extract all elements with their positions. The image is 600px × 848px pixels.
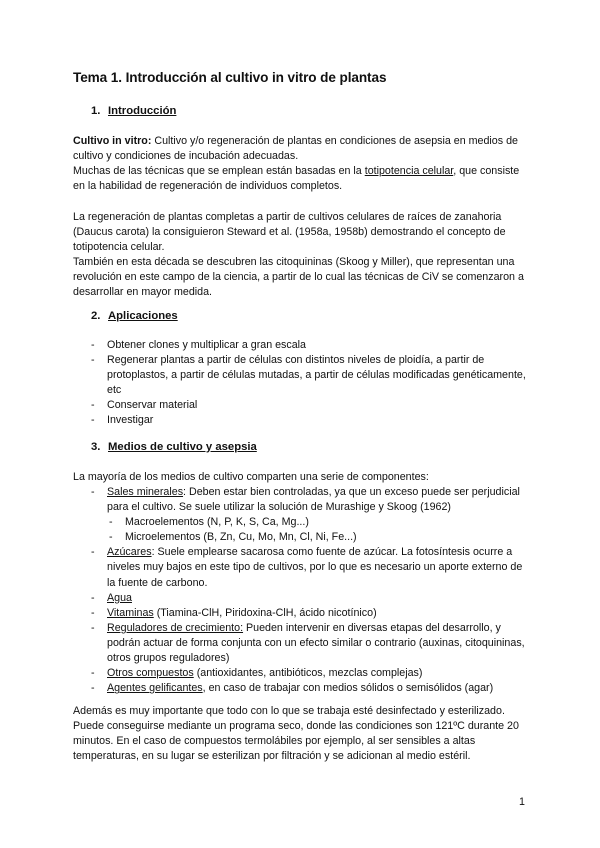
paragraph-text: La mayoría de los medios de cultivo comparten una serie de componentes: — [73, 471, 429, 483]
list-item — [91, 666, 531, 681]
page-number: 1 — [519, 796, 525, 808]
item-text: , en caso de trabajar con medios sólidos o semisólidos (agar) — [202, 682, 494, 695]
item-text: : Suele emplearse sacarosa como fuente de azúcar. La fotosíntesis ocurre a niveles muy bajos en este tipo de cultivos, por lo que es necesario un aporte externo de la fuente de carbono. — [107, 546, 523, 589]
item-text: Pueden intervenir en diversas etapas del desarrollo, y podrán actuar de forma conjunta con un efecto similar o contrario (auxinas, citoquininas, otros grupos reguladores) — [107, 621, 525, 665]
list-marker: - — [91, 591, 95, 604]
list-marker: - — [91, 606, 95, 619]
list-marker: - — [91, 414, 95, 427]
closing-paragraph — [73, 704, 533, 764]
list-marker: - — [91, 486, 95, 498]
page-title: Tema 1. Introducción al cultivo in vitro de plantas — [73, 70, 387, 85]
section-title: Medios de cultivo y asepsia — [108, 441, 257, 453]
list-item — [91, 353, 531, 398]
definition-label: Cultivo in vitro: — [73, 135, 152, 147]
item-text: (antioxidantes, antibióticos, mezclas complejas) — [193, 667, 423, 680]
list-item — [91, 413, 531, 428]
item-text: Microelementos (B, Zn, Cu, Mo, Mn, Cl, Ni, Fe...) — [125, 531, 357, 544]
list-marker: - — [91, 621, 95, 634]
section-number: 2. — [91, 310, 101, 322]
intro-text: , que consiste en la habilidad de regeneración de individuos completos. — [73, 165, 520, 193]
section-heading-medios — [91, 441, 257, 453]
list-marker: - — [109, 516, 113, 529]
list-item-text: Conservar material — [107, 399, 198, 412]
list-item-text: Investigar — [107, 414, 154, 427]
list-item — [91, 621, 531, 666]
list-marker: - — [91, 399, 95, 412]
item-label: Vitaminas — [107, 606, 154, 619]
list-item — [91, 338, 531, 353]
applications-list — [91, 338, 531, 429]
list-item — [91, 485, 531, 515]
list-marker: - — [91, 546, 95, 559]
item-label: Azúcares — [107, 546, 152, 559]
item-text: : Deben estar bien controladas, ya que un exceso puede ser perjudicial para el cultivo. Se suele utilizar la solución de Murashige y Skoog (1962) — [107, 486, 520, 514]
intro-text: Muchas de las técnicas que se emplean están basadas en la — [73, 165, 365, 178]
item-text: (Tiamina-ClH, Piridoxina-ClH, ácido nicotínico) — [153, 606, 377, 619]
list-marker: - — [91, 667, 95, 680]
list-marker: - — [109, 531, 113, 544]
paragraph-text: También en esta década se descubren las citoquininas (Skoog y Miller), que representan una revolución en este campo de la ciencia, a partir de lo cual las técnicas de CiV se comenzaron a desarrollar en mayor medida. — [73, 256, 524, 299]
list-item-text: Obtener clones y multiplicar a gran escala — [107, 339, 307, 351]
section-heading-aplicaciones — [91, 310, 178, 322]
list-item — [91, 606, 531, 621]
sub-list-item — [91, 515, 531, 530]
media-intro — [73, 470, 533, 485]
list-marker: - — [91, 682, 95, 695]
section-number: 1. — [91, 105, 101, 117]
item-text: Macroelementos (N, P, K, S, Ca, Mg...) — [125, 516, 309, 529]
section-title: Introducción — [108, 105, 177, 117]
section-heading-introduccion — [91, 105, 176, 117]
section-title: Aplicaciones — [108, 310, 178, 322]
history-paragraph — [73, 210, 533, 301]
item-label: Agua — [107, 591, 132, 604]
definition-text: Cultivo y/o regeneración de plantas en condiciones de asepsia en medios de cultivo y condiciones de incubación adecuadas. — [73, 135, 518, 163]
item-label: Agentes gelificantes — [107, 682, 203, 695]
totipotencia-link: totipotencia celular — [364, 165, 454, 178]
paragraph-text: La regeneración de plantas completas a partir de cultivos celulares de raíces de zanahoria (Daucus carota) la consiguieron Steward et al. (1958a, 1958b) demostrando el concepto de totipotencia celular. — [73, 211, 506, 254]
intro-paragraph — [73, 134, 533, 194]
item-label: Reguladores de crecimiento: — [107, 621, 244, 634]
item-label: Otros compuestos — [107, 667, 194, 680]
section-number: 3. — [91, 441, 101, 453]
list-item — [91, 545, 531, 590]
list-marker: - — [91, 339, 95, 351]
media-components-list — [91, 485, 531, 696]
sub-list-item — [91, 530, 531, 545]
list-item-text: Regenerar plantas a partir de células con distintos niveles de ploidía, a partir de protoplastos, a partir de células mutadas, a partir de células modificadas genéticamente, etc — [107, 354, 526, 397]
paragraph-text: Además es muy importante que todo con lo que se trabaja esté desinfectado y esterilizado. Puede conseguirse mediante un programa seco, donde las condiciones son 121ºC durante 20 minutos. En el caso de compuestos termolábiles por ejemplo, al ser sensibles a altas temperaturas, en su lugar se esterilizan por filtración y se adicionan al medio estéril. — [73, 705, 519, 763]
list-item — [91, 591, 531, 606]
item-label: Sales minerales — [107, 486, 184, 498]
list-item — [91, 681, 531, 696]
list-item — [91, 398, 531, 413]
list-marker: - — [91, 354, 95, 367]
